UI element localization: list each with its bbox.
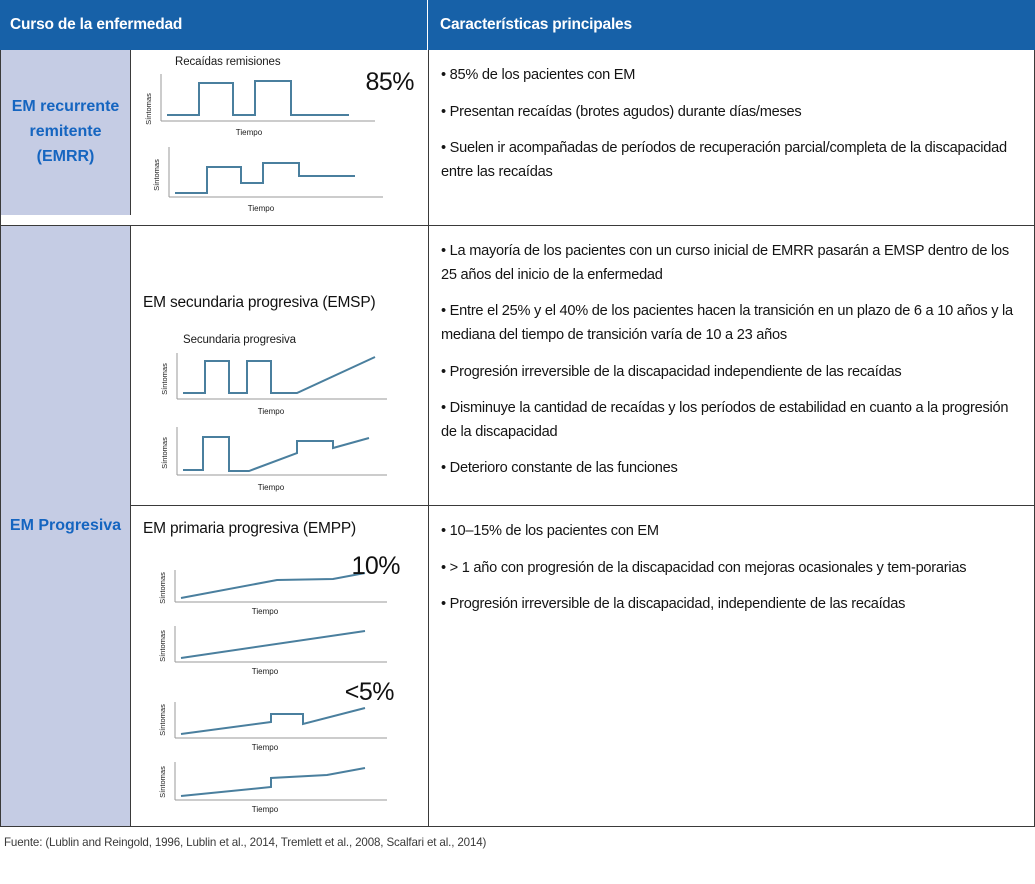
chart-xlabel-empp-1: Tiempo (251, 607, 279, 616)
chart-xlabel-emrr-1: Tiempo (235, 128, 263, 137)
header-cell-main-characteristics (428, 0, 1035, 50)
chart-block-emrr-1 (137, 56, 422, 139)
chart-ylabel-empp-1: Síntomas (158, 572, 167, 604)
header-cell-disease-course (0, 0, 428, 50)
table-band-progresiva (1, 225, 1034, 826)
bullet-empp-1: • > 1 año con progresión de la discapacidad con mejoras ocasionales y tem-porarias (441, 559, 967, 576)
bullet-empp-2: • Progresión irreversible de la discapacidad, independiente de las recaídas (441, 596, 906, 613)
text-cell-emrr (429, 50, 1034, 225)
subtitle-empp: EM primaria progresiva (EMPP) (143, 520, 356, 537)
chart-title-emsp-1: Secundaria progresiva (183, 334, 296, 346)
chart-ylabel-emrr-2: Síntomas (152, 159, 161, 191)
chart-svg-emsp-1 (137, 347, 423, 419)
percent-label-under5: <5% (344, 678, 394, 706)
bullet-emsp-3: • Disminuye la cantidad de recaídas y los períodos de estabilidad en cuanto a la progresión de la discapacidad (441, 400, 1009, 440)
text-cell-emsp (429, 226, 1034, 505)
chart-svg-empp-4 (137, 756, 423, 816)
chart-svg-emsp-2 (137, 421, 423, 495)
bullet-empp-0: • 10–15% de los pacientes con EM (441, 523, 659, 539)
chart-xlabel-empp-4: Tiempo (251, 805, 279, 814)
bullet-emsp-4: • Deterioro constante de las funciones (441, 460, 678, 477)
bullet-emsp-2: • Progresión irreversible de la discapacidad independiente de las recaídas (441, 363, 902, 380)
table-band-emrr (1, 50, 1034, 225)
chart-block-empp-4 (137, 756, 422, 816)
chart-block-emrr-2 (137, 141, 422, 215)
chart-block-empp-3 (137, 678, 422, 754)
table-header-row (0, 0, 1035, 50)
category-cell-progresiva (1, 226, 131, 826)
bullet-emrr-1: • Presentan recaídas (brotes agudos) durante días/meses (441, 103, 802, 120)
chart-block-empp-2 (137, 620, 422, 678)
text-cell-empp (429, 506, 1034, 826)
chart-block-emsp-2 (137, 421, 422, 495)
chart-title-emrr-1: Recaídas remisiones (175, 56, 281, 68)
chart-ylabel-emrr-1: Síntomas (144, 93, 153, 125)
chart-ylabel-emsp-1: Síntomas (160, 363, 169, 395)
chart-xlabel-empp-3: Tiempo (251, 743, 279, 752)
chart-cell-emsp (131, 226, 429, 505)
category-label-emrr: EM recurrente remitente (EMRR) (11, 98, 120, 165)
header-label-col1: Curso de la enfermedad (10, 16, 183, 33)
chart-block-emsp-1 (137, 334, 422, 419)
chart-ylabel-emsp-2: Síntomas (160, 437, 169, 469)
chart-xlabel-emrr-2: Tiempo (247, 204, 275, 213)
chart-cell-empp (131, 506, 429, 826)
chart-block-empp-1 (137, 552, 422, 618)
category-label-progresiva: EM Progresiva (9, 516, 122, 534)
chart-ylabel-empp-3: Síntomas (158, 704, 167, 736)
subtitle-emsp: EM secundaria progresiva (EMSP) (143, 294, 376, 311)
band-right-progresiva (131, 226, 1034, 826)
table-body (0, 50, 1035, 827)
percent-label-10: 10% (351, 552, 400, 580)
band-right-emrr (131, 50, 1034, 225)
subrow-emrr (131, 50, 1034, 225)
chart-xlabel-emsp-2: Tiempo (257, 483, 285, 492)
chart-svg-emrr-2 (137, 141, 423, 215)
chart-xlabel-empp-2: Tiempo (251, 667, 279, 676)
chart-ylabel-empp-2: Síntomas (158, 630, 167, 662)
percent-label-85: 85% (365, 68, 414, 96)
source-footer (0, 827, 1035, 849)
bullet-emrr-2: • Suelen ir acompañadas de períodos de recuperación parcial/completa de la discapacidad entre las recaídas (441, 140, 1007, 180)
category-cell-emrr (1, 50, 131, 215)
bullet-emsp-0: • La mayoría de los pacientes con un curso inicial de EMRR pasarán a EMSP dentro de los 25 años del inicio de la enfermedad (441, 243, 1009, 283)
bullet-emsp-1: • Entre el 25% y el 40% de los pacientes hacen la transición en un plazo de 6 a 10 años y la mediana del tiempo de transición varía de 10 a 23 años (441, 303, 1013, 343)
chart-svg-empp-2 (137, 620, 423, 678)
subrow-emsp (131, 226, 1034, 505)
source-text: Fuente: (Lublin and Reingold, 1996, Lublin et al., 2014, Tremlett et al., 2008, Scalfari et al., 2014) (4, 836, 487, 849)
header-label-col2: Características principales (440, 16, 632, 33)
subrow-empp (131, 505, 1034, 826)
chart-cell-emrr (131, 50, 429, 225)
chart-xlabel-emsp-1: Tiempo (257, 407, 285, 416)
bullet-emrr-0: • 85% de los pacientes con EM (441, 67, 636, 83)
chart-ylabel-empp-4: Síntomas (158, 766, 167, 798)
